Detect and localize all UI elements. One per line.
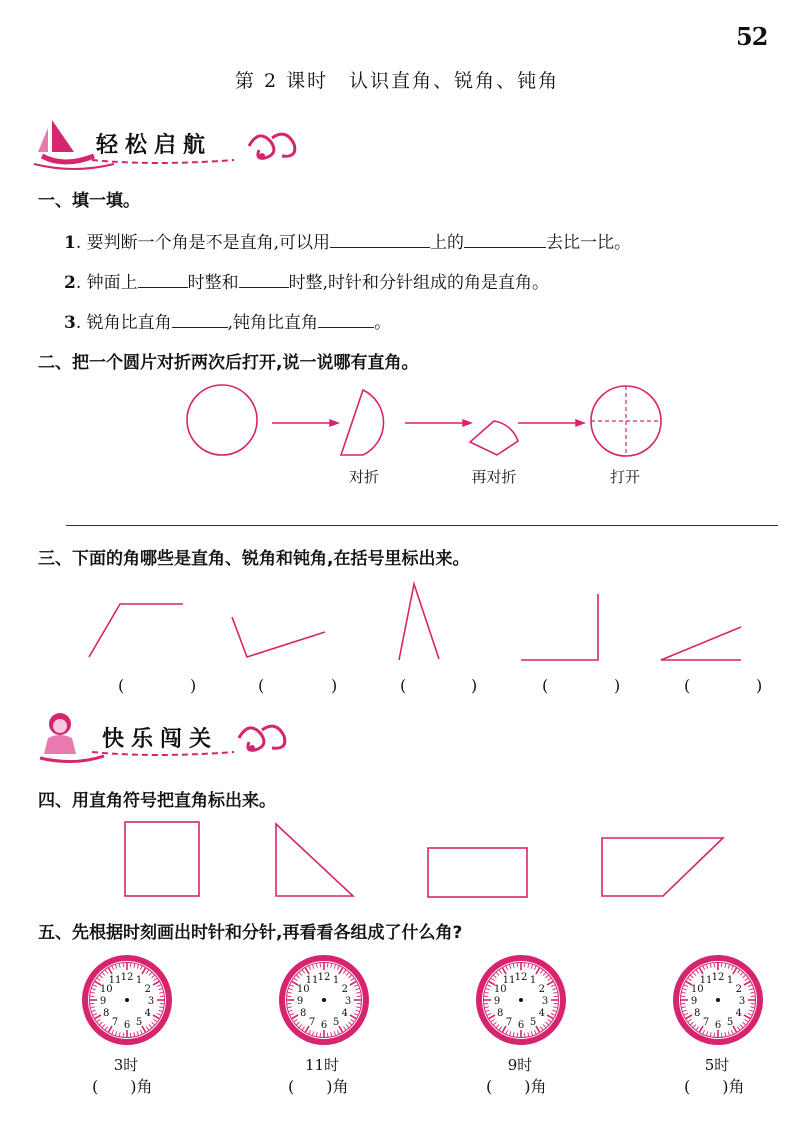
caption-fold-again: 再对折 — [471, 468, 517, 486]
clock-numeral: 2 — [735, 984, 742, 995]
answer-paren-open[interactable]: ( — [258, 676, 265, 695]
clock-numeral: 1 — [726, 975, 734, 987]
clock-face-3[interactable] — [479, 958, 563, 1042]
clock-time-label: 5时 — [704, 1056, 730, 1074]
answer-paren-open[interactable]: ( — [118, 676, 125, 695]
clock-numeral: 7 — [505, 1016, 513, 1028]
clock-time-label: 11时 — [304, 1056, 340, 1074]
page-number: 52 — [736, 22, 768, 51]
clock-numeral: 8 — [694, 1008, 701, 1019]
fill-item-1: 1. 要判断一个角是不是直角,可以用 上的 去比一比。 — [64, 228, 631, 253]
clock-numeral: 3 — [738, 996, 746, 1007]
clock-numeral: 9 — [296, 996, 304, 1007]
clock-numeral: 1 — [332, 975, 340, 987]
clock-numeral: 11 — [699, 975, 713, 987]
clock-answer[interactable]: ( )角 — [486, 1077, 547, 1096]
clock-numeral: 7 — [111, 1016, 119, 1028]
clock-numeral: 3 — [147, 996, 155, 1007]
clock-numeral: 8 — [300, 1008, 307, 1019]
clock-time-label: 3时 — [113, 1056, 139, 1074]
clock-numeral: 1 — [529, 975, 537, 987]
clock-numeral: 6 — [123, 1020, 131, 1031]
answer-paren-open[interactable]: ( — [542, 676, 549, 695]
section1-heading: 一、填一填。 — [38, 191, 140, 211]
clock-numeral: 11 — [108, 975, 122, 987]
clock-numeral: 9 — [493, 996, 501, 1007]
clock-numeral: 12 — [514, 972, 528, 983]
clock-numeral: 2 — [144, 984, 151, 995]
clock-numeral: 8 — [497, 1008, 504, 1019]
clock-numeral: 11 — [502, 975, 516, 987]
clock-numeral: 11 — [305, 975, 319, 987]
fill-item-3: 3. 锐角比直角 ,钝角比直角 。 — [64, 308, 391, 333]
clock-numeral: 10 — [493, 984, 507, 995]
clock-numeral: 10 — [296, 984, 310, 995]
section3-heading: 三、下面的角哪些是直角、锐角和钝角,在括号里标出来。 — [38, 549, 470, 569]
clock-numeral: 9 — [690, 996, 698, 1007]
answer-paren-close: ) — [331, 676, 338, 695]
section2-heading: 二、把一个圆片对折两次后打开,说一说哪有直角。 — [38, 353, 419, 373]
answer-paren-open[interactable]: ( — [684, 676, 691, 695]
banner-first-title: 轻松启航 — [96, 133, 213, 158]
clock-numeral: 12 — [711, 972, 725, 983]
clock-numeral: 7 — [308, 1016, 316, 1028]
clock-numeral: 2 — [538, 984, 545, 995]
answer-paren-close: ) — [756, 676, 763, 695]
clock-face-2[interactable] — [282, 958, 366, 1042]
clock-numeral: 12 — [120, 972, 134, 983]
clock-face-1[interactable] — [85, 958, 169, 1042]
clock-answer[interactable]: ( )角 — [288, 1077, 349, 1096]
clock-numeral: 4 — [735, 1008, 742, 1019]
clock-numeral: 6 — [517, 1020, 525, 1031]
caption-open: 打开 — [609, 468, 640, 486]
caption-fold: 对折 — [348, 468, 379, 486]
section5-heading: 五、先根据时刻画出时针和分针,再看看各组成了什么角? — [38, 923, 463, 943]
fill-item-2: 2. 钟面上 时整和 时整,时针和分针组成的角是直角。 — [64, 268, 549, 293]
answer-paren-open[interactable]: ( — [400, 676, 407, 695]
clock-numeral: 10 — [99, 984, 113, 995]
clock-numeral: 8 — [103, 1008, 110, 1019]
clock-numeral: 2 — [341, 984, 348, 995]
clock-numeral: 10 — [690, 984, 704, 995]
clock-numeral: 6 — [714, 1020, 722, 1031]
banner-second-title: 快乐闯关 — [102, 727, 219, 752]
lesson-title: 第 2 课时 认识直角、锐角、钝角 — [234, 70, 560, 92]
clock-numeral: 3 — [344, 996, 352, 1007]
answer-paren-close: ) — [190, 676, 197, 695]
clock-numeral: 5 — [529, 1016, 537, 1028]
clock-numeral: 7 — [702, 1016, 710, 1028]
clock-numeral: 4 — [341, 1008, 348, 1019]
clock-answer[interactable]: ( )角 — [92, 1077, 153, 1096]
clock-numeral: 5 — [332, 1016, 340, 1028]
clock-numeral: 4 — [144, 1008, 151, 1019]
clock-numeral: 12 — [317, 972, 331, 983]
clock-numeral: 4 — [538, 1008, 545, 1019]
clock-numeral: 9 — [99, 996, 107, 1007]
clock-numeral: 5 — [726, 1016, 734, 1028]
clock-numeral: 1 — [135, 975, 143, 987]
clock-numeral: 5 — [135, 1016, 143, 1028]
answer-paren-close: ) — [614, 676, 621, 695]
answer-paren-close: ) — [471, 676, 478, 695]
clock-answer[interactable]: ( )角 — [684, 1077, 745, 1096]
clock-face-4[interactable] — [676, 958, 760, 1042]
section4-heading: 四、用直角符号把直角标出来。 — [38, 791, 276, 811]
clock-time-label: 9时 — [507, 1056, 533, 1074]
clock-numeral: 3 — [541, 996, 549, 1007]
clock-numeral: 6 — [320, 1020, 328, 1031]
